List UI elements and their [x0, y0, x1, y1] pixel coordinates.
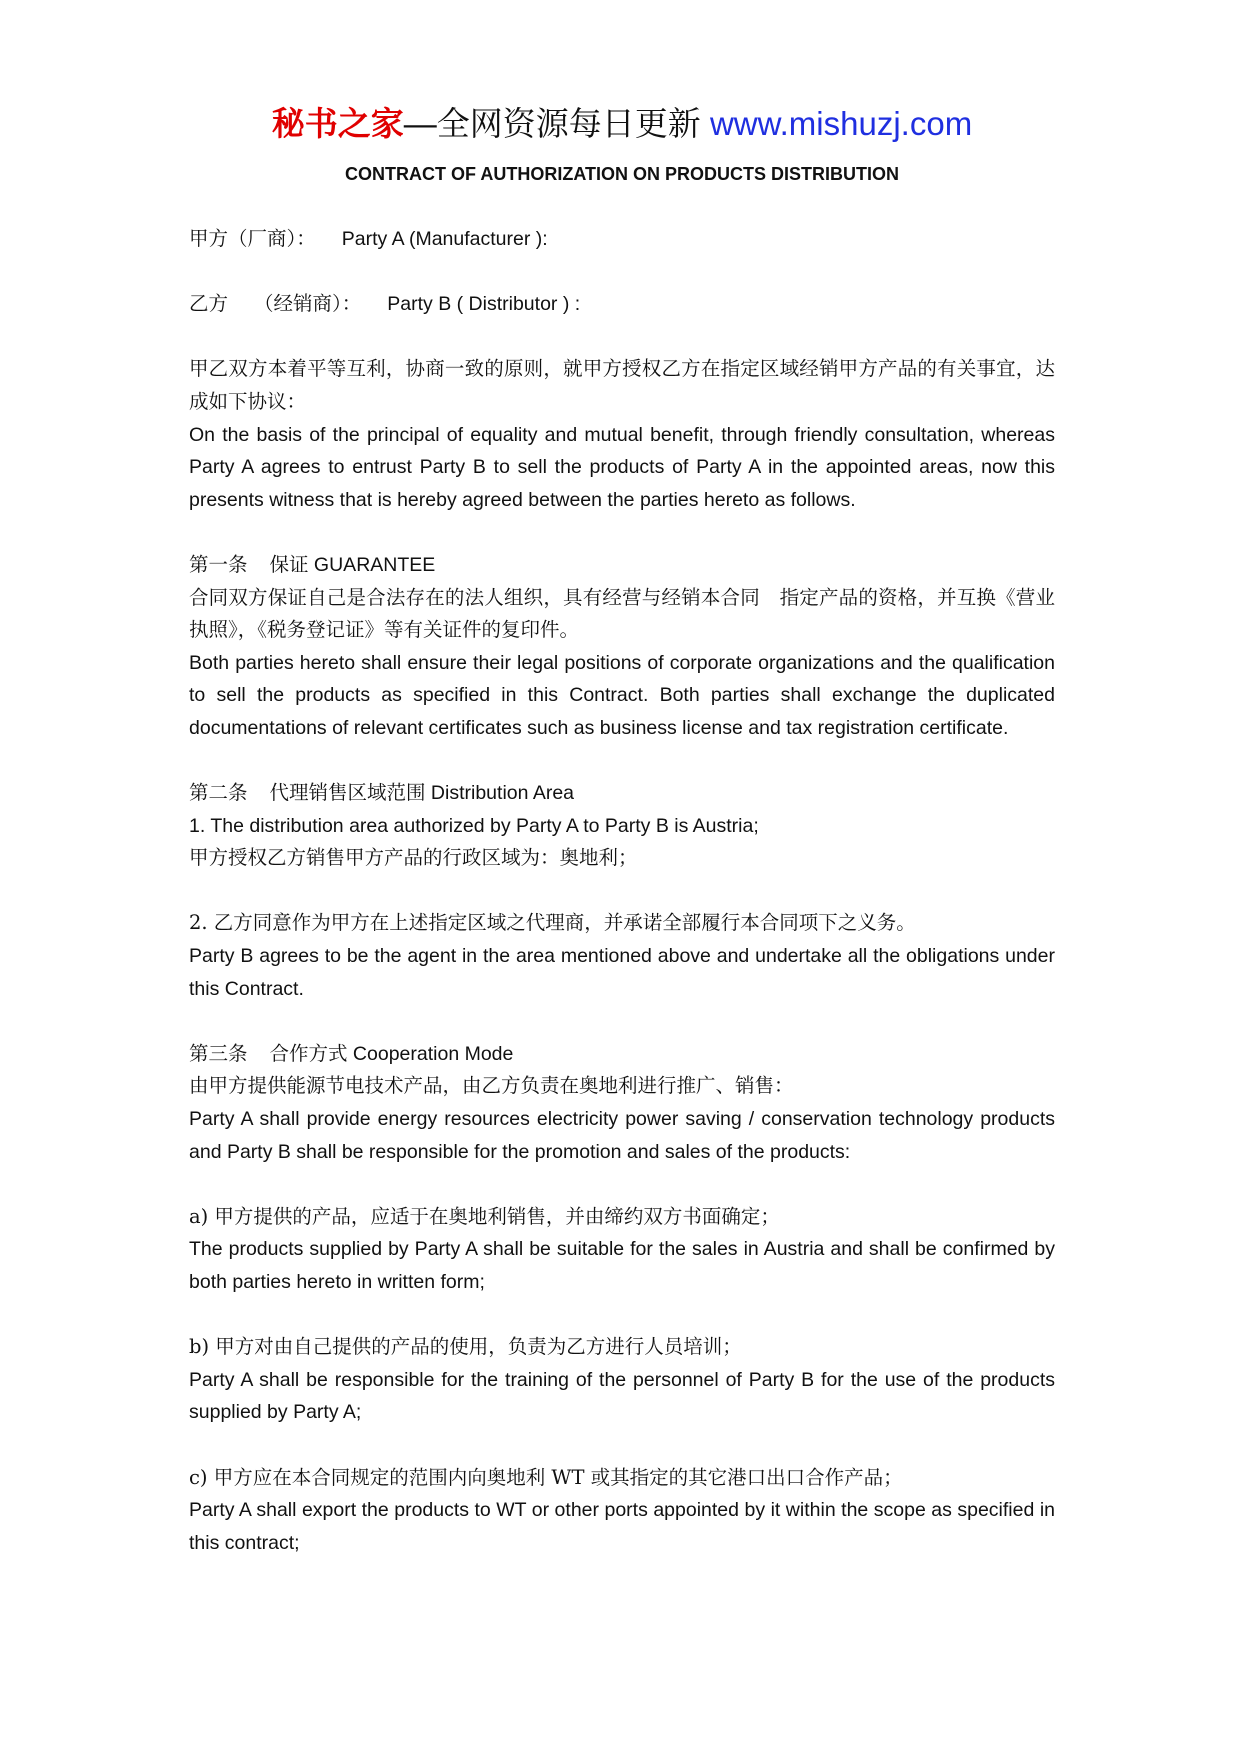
article-2-heading — [189, 777, 1055, 810]
article-3-item-c-en: Party A shall export the products to WT or other ports appointed by it within the scope as specified in this contract; — [189, 1499, 1055, 1554]
contract-title: CONTRACT OF AUTHORIZATION ON PRODUCTS DISTRIBUTION — [345, 164, 899, 184]
party-b-en: Party B ( Distributor ) : — [387, 293, 581, 316]
article-3-item-c-cn: c) 甲方应在本合同规定的范围内向奥地利 WT 或其指定的其它港口出口合作产品； — [189, 1465, 903, 1489]
party-a-en: Party A (Manufacturer ): — [341, 228, 548, 250]
preamble-en: On the basis of the principal of equality and mutual benefit, through friendly consultation, whereas Party A agrees to entrust Party B to sell the products of Party A in the appointed areas, now this presents witness that is hereby agreed between the parties hereto as follows. — [189, 423, 1055, 511]
article-3-item-a-cn: a) 甲方提供的产品，应适于在奥地利销售，并由缔约双方书面确定； — [189, 1204, 780, 1228]
article-2-title: 代理销售区域范围 Distribution Area — [269, 782, 575, 805]
party-b-cn-1: 乙方 — [189, 292, 229, 316]
article-1-heading — [189, 549, 1055, 582]
article-1-number: 第一条 — [189, 552, 248, 576]
header-slogan: —全网资源每日更新 — [403, 105, 701, 142]
party-b-line — [189, 288, 1055, 321]
brand-name: 秘书之家 — [271, 105, 404, 142]
site-header — [189, 96, 1055, 152]
party-a-line — [189, 223, 1055, 256]
site-url-link[interactable]: www.mishuzj.com — [709, 105, 973, 142]
article-3-number: 第三条 — [189, 1041, 248, 1065]
article-2-number: 第二条 — [189, 781, 248, 805]
article-3-item-a-en: The products supplied by Party A shall be suitable for the sales in Austria and shall be confirmed by both parties hereto in written form; — [189, 1238, 1055, 1293]
party-a-cn: 甲方（厂商）： — [189, 227, 316, 250]
preamble-cn: 甲乙双方本着平等互利，协商一致的原则，就甲方授权乙方在指定区域经销甲方产品的有关事宜，达成如下协议： — [189, 357, 1055, 413]
article-1-title: 保证 GUARANTEE — [269, 553, 436, 576]
article-3-intro-cn: 由甲方提供能源节电技术产品，由乙方负责在奥地利进行推广、销售： — [189, 1074, 794, 1098]
article-2-item-1-en: 1. The distribution area authorized by Party A to Party B is Austria; — [189, 814, 759, 837]
article-3-heading — [189, 1038, 1055, 1071]
article-2-item-2-en: Party B agrees to be the agent in the area mentioned above and undertake all the obligations under this Contract. — [189, 945, 1055, 1000]
article-3-item-b-cn: b) 甲方对由自己提供的产品的使用，负责为乙方进行人员培训； — [189, 1335, 742, 1359]
article-1-en: Both parties hereto shall ensure their legal positions of corporate organizations and the qualification to sell the products as specified in this Contract. Both parties shall exchange the duplicated documentations of relevant certificates such as business license and tax registration certificate. — [189, 651, 1055, 739]
article-3-title: 合作方式 Cooperation Mode — [269, 1042, 514, 1065]
party-b-cn-2: （经销商）： — [254, 292, 362, 316]
article-3-intro-en: Party A shall provide energy resources electricity power saving / conservation technology products and Party B shall be responsible for the promotion and sales of the products: — [189, 1108, 1055, 1163]
article-2-item-2-cn: 2. 乙方同意作为甲方在上述指定区域之代理商，并承诺全部履行本合同项下之义务。 — [189, 911, 916, 935]
contract-body — [189, 223, 1055, 1559]
article-1-cn: 合同双方保证自己是合法存在的法人组织，具有经营与经销本合同 指定产品的资格，并互换《营业执照》，《税务登记证》等有关证件的复印件。 — [189, 585, 1055, 642]
article-3-item-b-en: Party A shall be responsible for the training of the personnel of Party B for the use of the products supplied by Party A; — [189, 1368, 1055, 1424]
article-2-item-1-cn: 甲方授权乙方销售甲方产品的行政区域为：奥地利； — [189, 846, 638, 870]
